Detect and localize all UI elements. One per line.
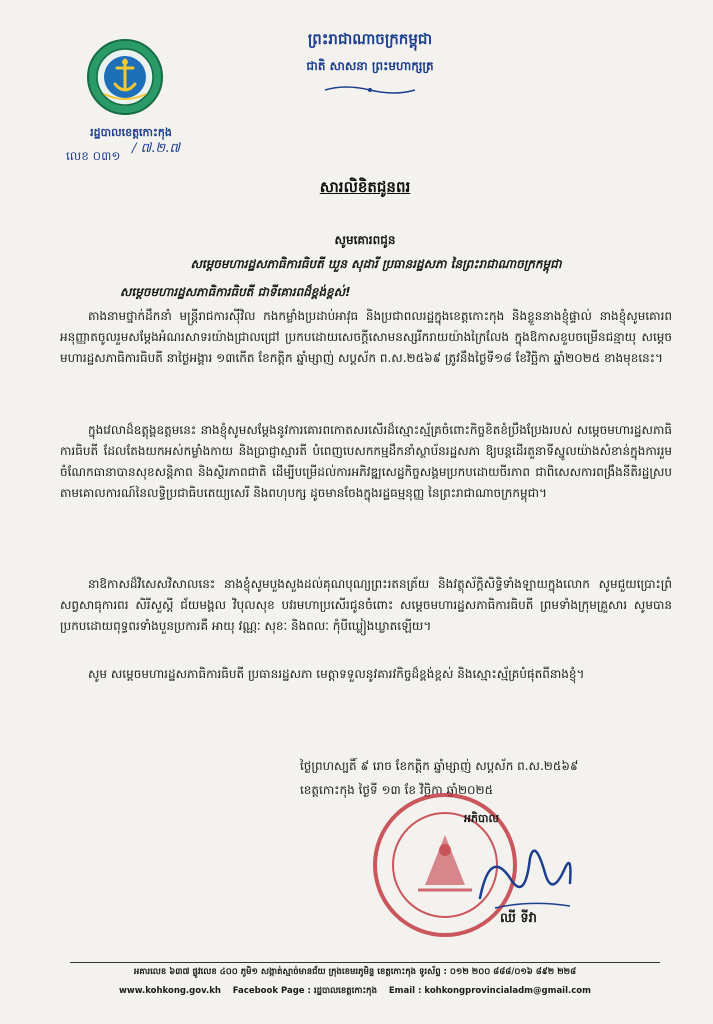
paragraph: សូម សម្តេចមហារដ្ឋសភាធិការធិបតី ប្រធានរដ្ឋសភា មេត្តាទទួលនូវគារវកិច្ចដ៏ខ្ពង់ខ្ពស់ និងស្មោះស្ម័គ្របំផុតពីនាងខ្ញុំ។ — [88, 667, 585, 681]
handwritten-reference-date: / ៧.២.៧ — [132, 141, 180, 156]
ornament-divider-icon — [320, 84, 420, 96]
footer-contacts — [30, 986, 680, 998]
signer-title: អភិបាល — [464, 812, 499, 825]
email-label: Email : — [388, 986, 422, 996]
paragraph: តាងនាមថ្នាក់ដឹកនាំ មន្ត្រីរាជការស៊ីវិល កងកម្លាំងប្រដាប់អាវុធ និងប្រជាពលរដ្ឋក្នុងខេត្តកោះកុង និងខ្លួននាងខ្ញុំផ្ទាល់ នាងខ្ញុំសូមគោរពអនុញ្ញាតចូលរួមសម្តែងអំណរសាទរយ៉ាងជ្រាលជ្រៅ ប្រកបដោយសេចក្តីសោមនស្សរីករាយយ៉ាងក្រៃលែង ក្នុងឱកាសខួបចម្រើនជន្មាយុ សម្តេចមហារដ្ឋសភាធិការធិបតី នាថ្ងៃអង្គារ ១៣កើត ខែកត្តិក ឆ្នាំម្សាញ់ សប្តស័ក ព.ស.២៥៦៩ ត្រូវនឹងថ្ងៃទី១៨ ខែវិច្ឆិកា ឆ្នាំ២០២៥ ខាងមុខនេះ។ — [60, 309, 672, 365]
paragraph: ក្នុងវេលាដ៏ឧត្តុង្គឧត្តមនេះ នាងខ្ញុំសូមសម្តែងនូវការគោរពកោតសរសើរដ៏ស្មោះស្ម័គ្រចំពោះកិច្ចខិតខំប្រឹងប្រែងរបស់ សម្តេចមហារដ្ឋសភាធិការធិបតី ដែលតែងយកអស់កម្លាំងកាយ និងប្រាជ្ញាស្មារតី បំពេញបេសកកម្មដឹកនាំស្ថាប័នរដ្ឋសភា ឱ្យបន្តដើរតួនាទីស្នូលយ៉ាងសំខាន់ក្នុងការរួមចំណែកធានាបានសុខសន្តិភាព និងស្ថិរភាពជាតិ ដើម្បីបម្រើដល់ការអភិវឌ្ឍសេដ្ឋកិច្ចសង្គមប្រកបដោយចីរភាព ជាពិសេសការពង្រឹងនីតិរដ្ឋស្របតាមគោលការណ៍នៃលទ្ធិប្រជាធិបតេយ្យសេរី និងពហុបក្ស ដូចមានចែងក្នុងរដ្ឋធម្មនុញ្ញ នៃព្រះរាជាណាចក្រកម្ពុជា។ — [60, 423, 672, 500]
national-motto: ជាតិ សាសនា ព្រះមហាក្សត្រ — [306, 59, 434, 73]
footer-divider — [70, 962, 660, 963]
signer-name: ឈី ទីវា — [500, 911, 537, 926]
honorific-greeting: សម្តេចមហារដ្ឋសភាធិការធិបតី ជាទីគោរពដ៏ខ្ពង់ខ្ពស់! — [120, 285, 351, 299]
paragraph: នាឱកាសដ៏វិសេសវិសាលនេះ នាងខ្ញុំសូមបួងសួងដល់គុណបុណ្យព្រះរតនត្រ័យ និងវត្ថុស័ក្តិសិទ្ធិទាំងឡាយក្នុងលោក សូមជួយប្រោះព្រំសព្វសាធុការពរ សិរីសួស្តី ជ័យមង្គល វិបុលសុខ បវរមហាប្រសើរជូនចំពោះ សម្តេចមហារដ្ឋសភាធិការធិបតី ព្រមទាំងក្រុមគ្រួសារ សូមបានប្រកបដោយពុទ្ធពរទាំងបួនប្រការគឺ អាយុ វណ្ណៈ សុខៈ និងពលៈ កុំបីឃ្លៀងឃ្លាតឡើយ។ — [60, 577, 672, 633]
facebook-page-link[interactable]: រដ្ឋបាលខេត្តកោះកុង — [313, 986, 377, 996]
addressee: សម្តេចមហារដ្ឋសភាធិការធិបតី ឃួន សុដារី ប្រធានរដ្ឋសភា នៃព្រះរាជាណាចក្រកម្ពុជា — [190, 257, 562, 271]
reference-number: លេខ ០៣១ — [66, 149, 121, 163]
salutation: សូមគោរពជូន — [334, 233, 396, 247]
email-link[interactable]: kohkongprovincialadm@gmail.com — [424, 986, 591, 996]
kingdom-heading: ព្រះរាជាណាចក្រកម្ពុជា — [307, 30, 433, 48]
footer-address: អគារលេខ ៦៣៧ ផ្លូវលេខ ៤០០ ភូមិ១ សង្កាត់ស្មាច់មានជ័យ ក្រុងខេមរភូមិន្ទ ខេត្តកោះកុង ទូរស័ព្ទ : ០១២ ២០០ ៨៨៨/០១៦ ៨៩២ ២២៨ — [133, 967, 577, 977]
place-date-line: ខេត្តកោះកុង ថ្ងៃទី ១៣ ខែ វិច្ឆិកា ឆ្នាំ២០២៥ — [300, 783, 494, 797]
provincial-logo-icon — [86, 38, 164, 116]
handwritten-signature-icon — [470, 828, 580, 918]
facebook-label: Facebook Page : — [232, 986, 311, 996]
lunar-date-line: ថ្ងៃព្រហស្បតិ៍ ៩ រោច ខែកត្តិក ឆ្នាំម្សាញ់ សប្តស័ក ព.ស.២៥៦៩ — [300, 759, 579, 773]
org-name: រដ្ឋបាលខេត្តកោះកុង — [90, 126, 172, 139]
document-title: សារលិខិតជូនពរ — [319, 178, 411, 196]
website-link[interactable]: www.kohkong.gov.kh — [119, 986, 221, 996]
